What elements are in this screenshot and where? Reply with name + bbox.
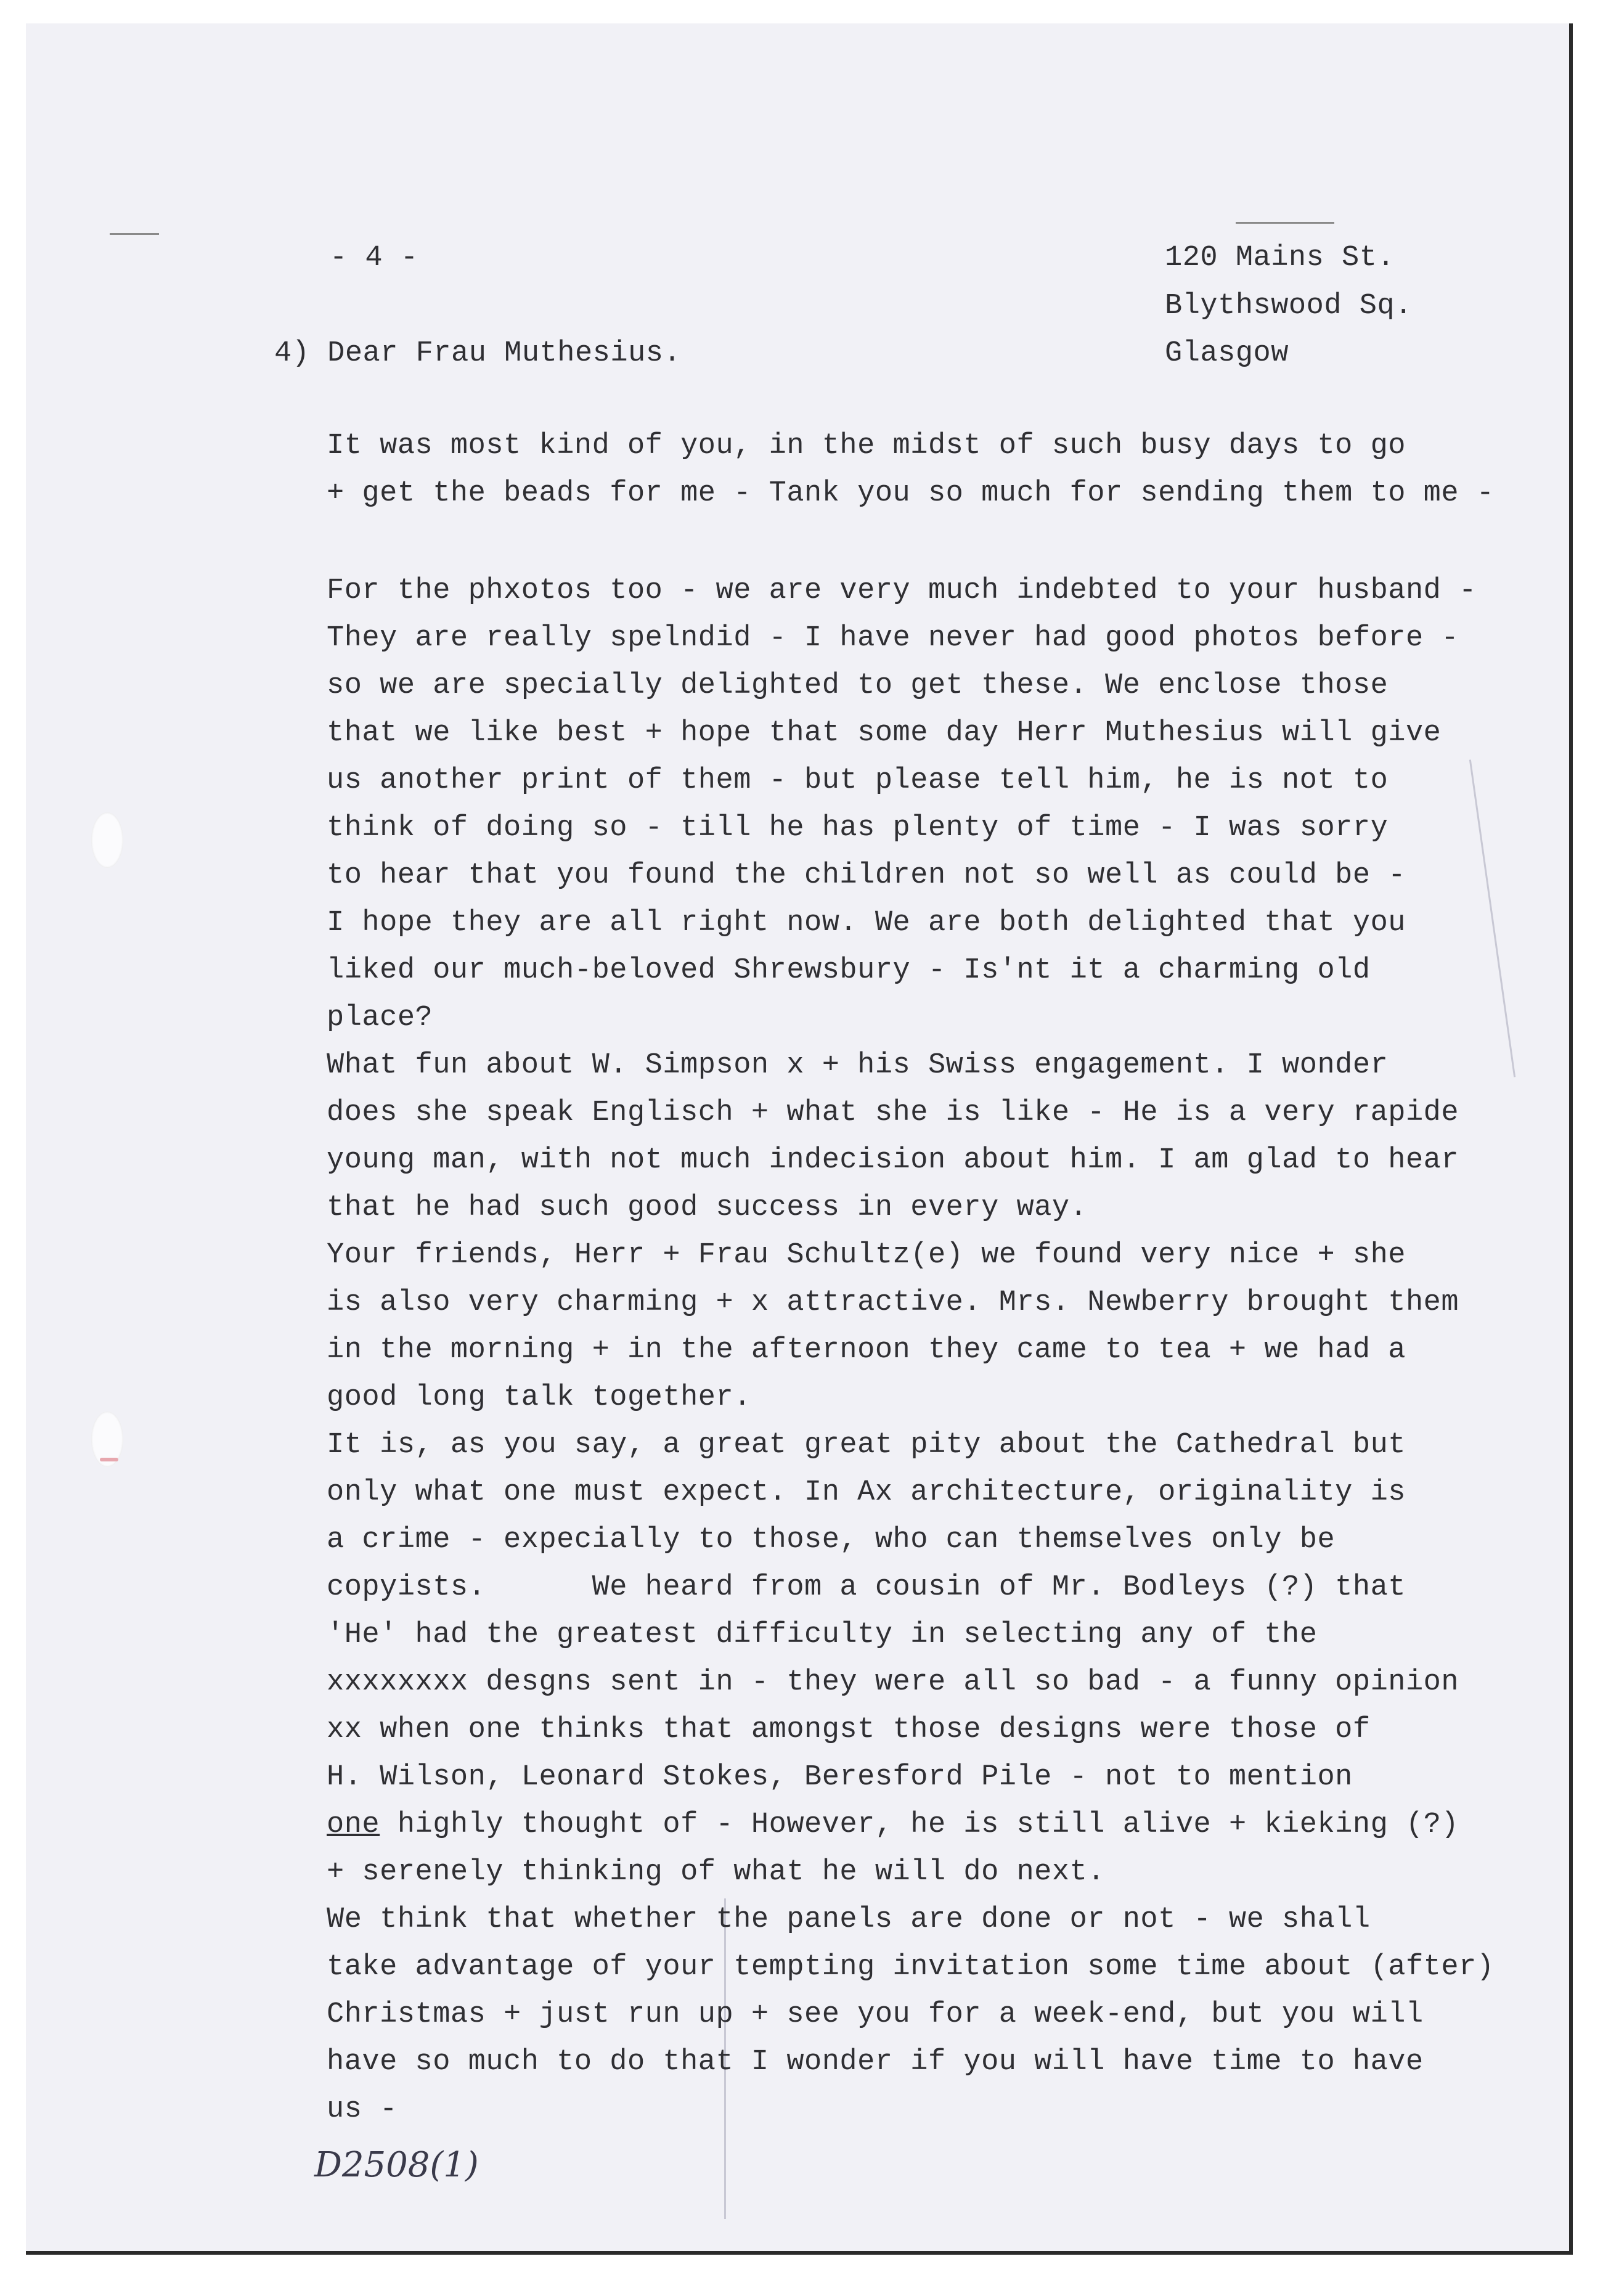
margin-dash-left: [110, 233, 159, 235]
body-line: For the phxotos too - we are very much indebted to your husband -: [327, 574, 1477, 607]
body-line: What fun about W. Simpson x + his Swiss engagement. I wonder: [327, 1049, 1389, 1082]
underlined-word: one: [327, 1808, 380, 1841]
body-line: xx when one thinks that amongst those designs were those of: [327, 1714, 1371, 1746]
salutation: 4) Dear Frau Muthesius.: [274, 337, 682, 370]
address-line-2: Blythswood Sq.: [1165, 290, 1413, 322]
punch-hole-upper: [91, 812, 123, 868]
body-line: take advantage of your tempting invitation some time about (after): [327, 1951, 1495, 1983]
page-number: - 4 -: [330, 242, 418, 274]
body-line: It is, as you say, a great great pity about the Cathedral but: [327, 1429, 1406, 1461]
body-line: that we like best + hope that some day Herr Muthesius will give: [327, 717, 1442, 750]
body-line: We think that whether the panels are done or not - we shall: [327, 1903, 1371, 1936]
body-line: us another print of them - but please tell him, he is not to: [327, 764, 1389, 797]
archive-number: D2508(1): [314, 2145, 479, 2185]
body-line: highly thought of - However, he is still alive + kieking (?): [380, 1808, 1459, 1841]
body-line: good long talk together.: [327, 1381, 751, 1414]
body-line: They are really spelndid - I have never had good photos before -: [327, 622, 1459, 655]
body-line: have so much to do that I wonder if you will have time to have: [327, 2046, 1424, 2078]
body-line: I hope they are all right now. We are both delighted that you: [327, 907, 1406, 939]
body-line: a crime - expecially to those, who can themselves only be: [327, 1524, 1336, 1556]
body-line: xxxxxxxx desgns sent in - they were all so bad - a funny opinion: [327, 1666, 1459, 1699]
body-line: us -: [327, 2093, 398, 2126]
address-line-3: Glasgow: [1165, 337, 1289, 370]
body-line: liked our much-beloved Shrewsbury - Is'nt it a charming old: [327, 954, 1371, 987]
body-line: copyists. We heard from a cousin of Mr. Bodleys (?) that: [327, 1571, 1406, 1604]
body-line: that he had such good success in every way.: [327, 1191, 1088, 1224]
body-line: Christmas + just run up + see you for a week-end, but you will: [327, 1998, 1424, 2031]
body-line: to hear that you found the children not so well as could be -: [327, 859, 1406, 892]
body-line: It was most kind of you, in the midst of such busy days to go: [327, 430, 1406, 462]
body-line: place?: [327, 1002, 433, 1034]
body-line: 'He' had the greatest difficulty in selecting any of the: [327, 1619, 1318, 1651]
body-line: is also very charming + x attractive. Mrs. Newberry brought them: [327, 1286, 1459, 1319]
body-line: H. Wilson, Leonard Stokes, Beresford Pile - not to mention: [327, 1761, 1353, 1794]
body-line: Your friends, Herr + Frau Schultz(e) we found very nice + she: [327, 1239, 1406, 1272]
body-line: in the morning + in the afternoon they came to tea + we had a: [327, 1334, 1406, 1367]
body-line: does she speak Englisch + what she is like - He is a very rapide: [327, 1097, 1459, 1129]
body-line: so we are specially delighted to get these. We enclose those: [327, 669, 1389, 702]
body-line: young man, with not much indecision about him. I am glad to hear: [327, 1144, 1459, 1177]
body-line-with-underline: [327, 1810, 1459, 1839]
body-line: + serenely thinking of what he will do next.: [327, 1856, 1106, 1889]
body-line: think of doing so - till he has plenty of time - I was sorry: [327, 812, 1389, 844]
address-line-1: 120 Mains St.: [1165, 242, 1395, 274]
body-line: + get the beads for me - Tank you so much for sending them to me -: [327, 477, 1495, 510]
margin-dash-right: [1236, 222, 1334, 224]
punch-hole-stain: [100, 1458, 118, 1461]
body-line: only what one must expect. In Ax architecture, originality is: [327, 1476, 1406, 1509]
